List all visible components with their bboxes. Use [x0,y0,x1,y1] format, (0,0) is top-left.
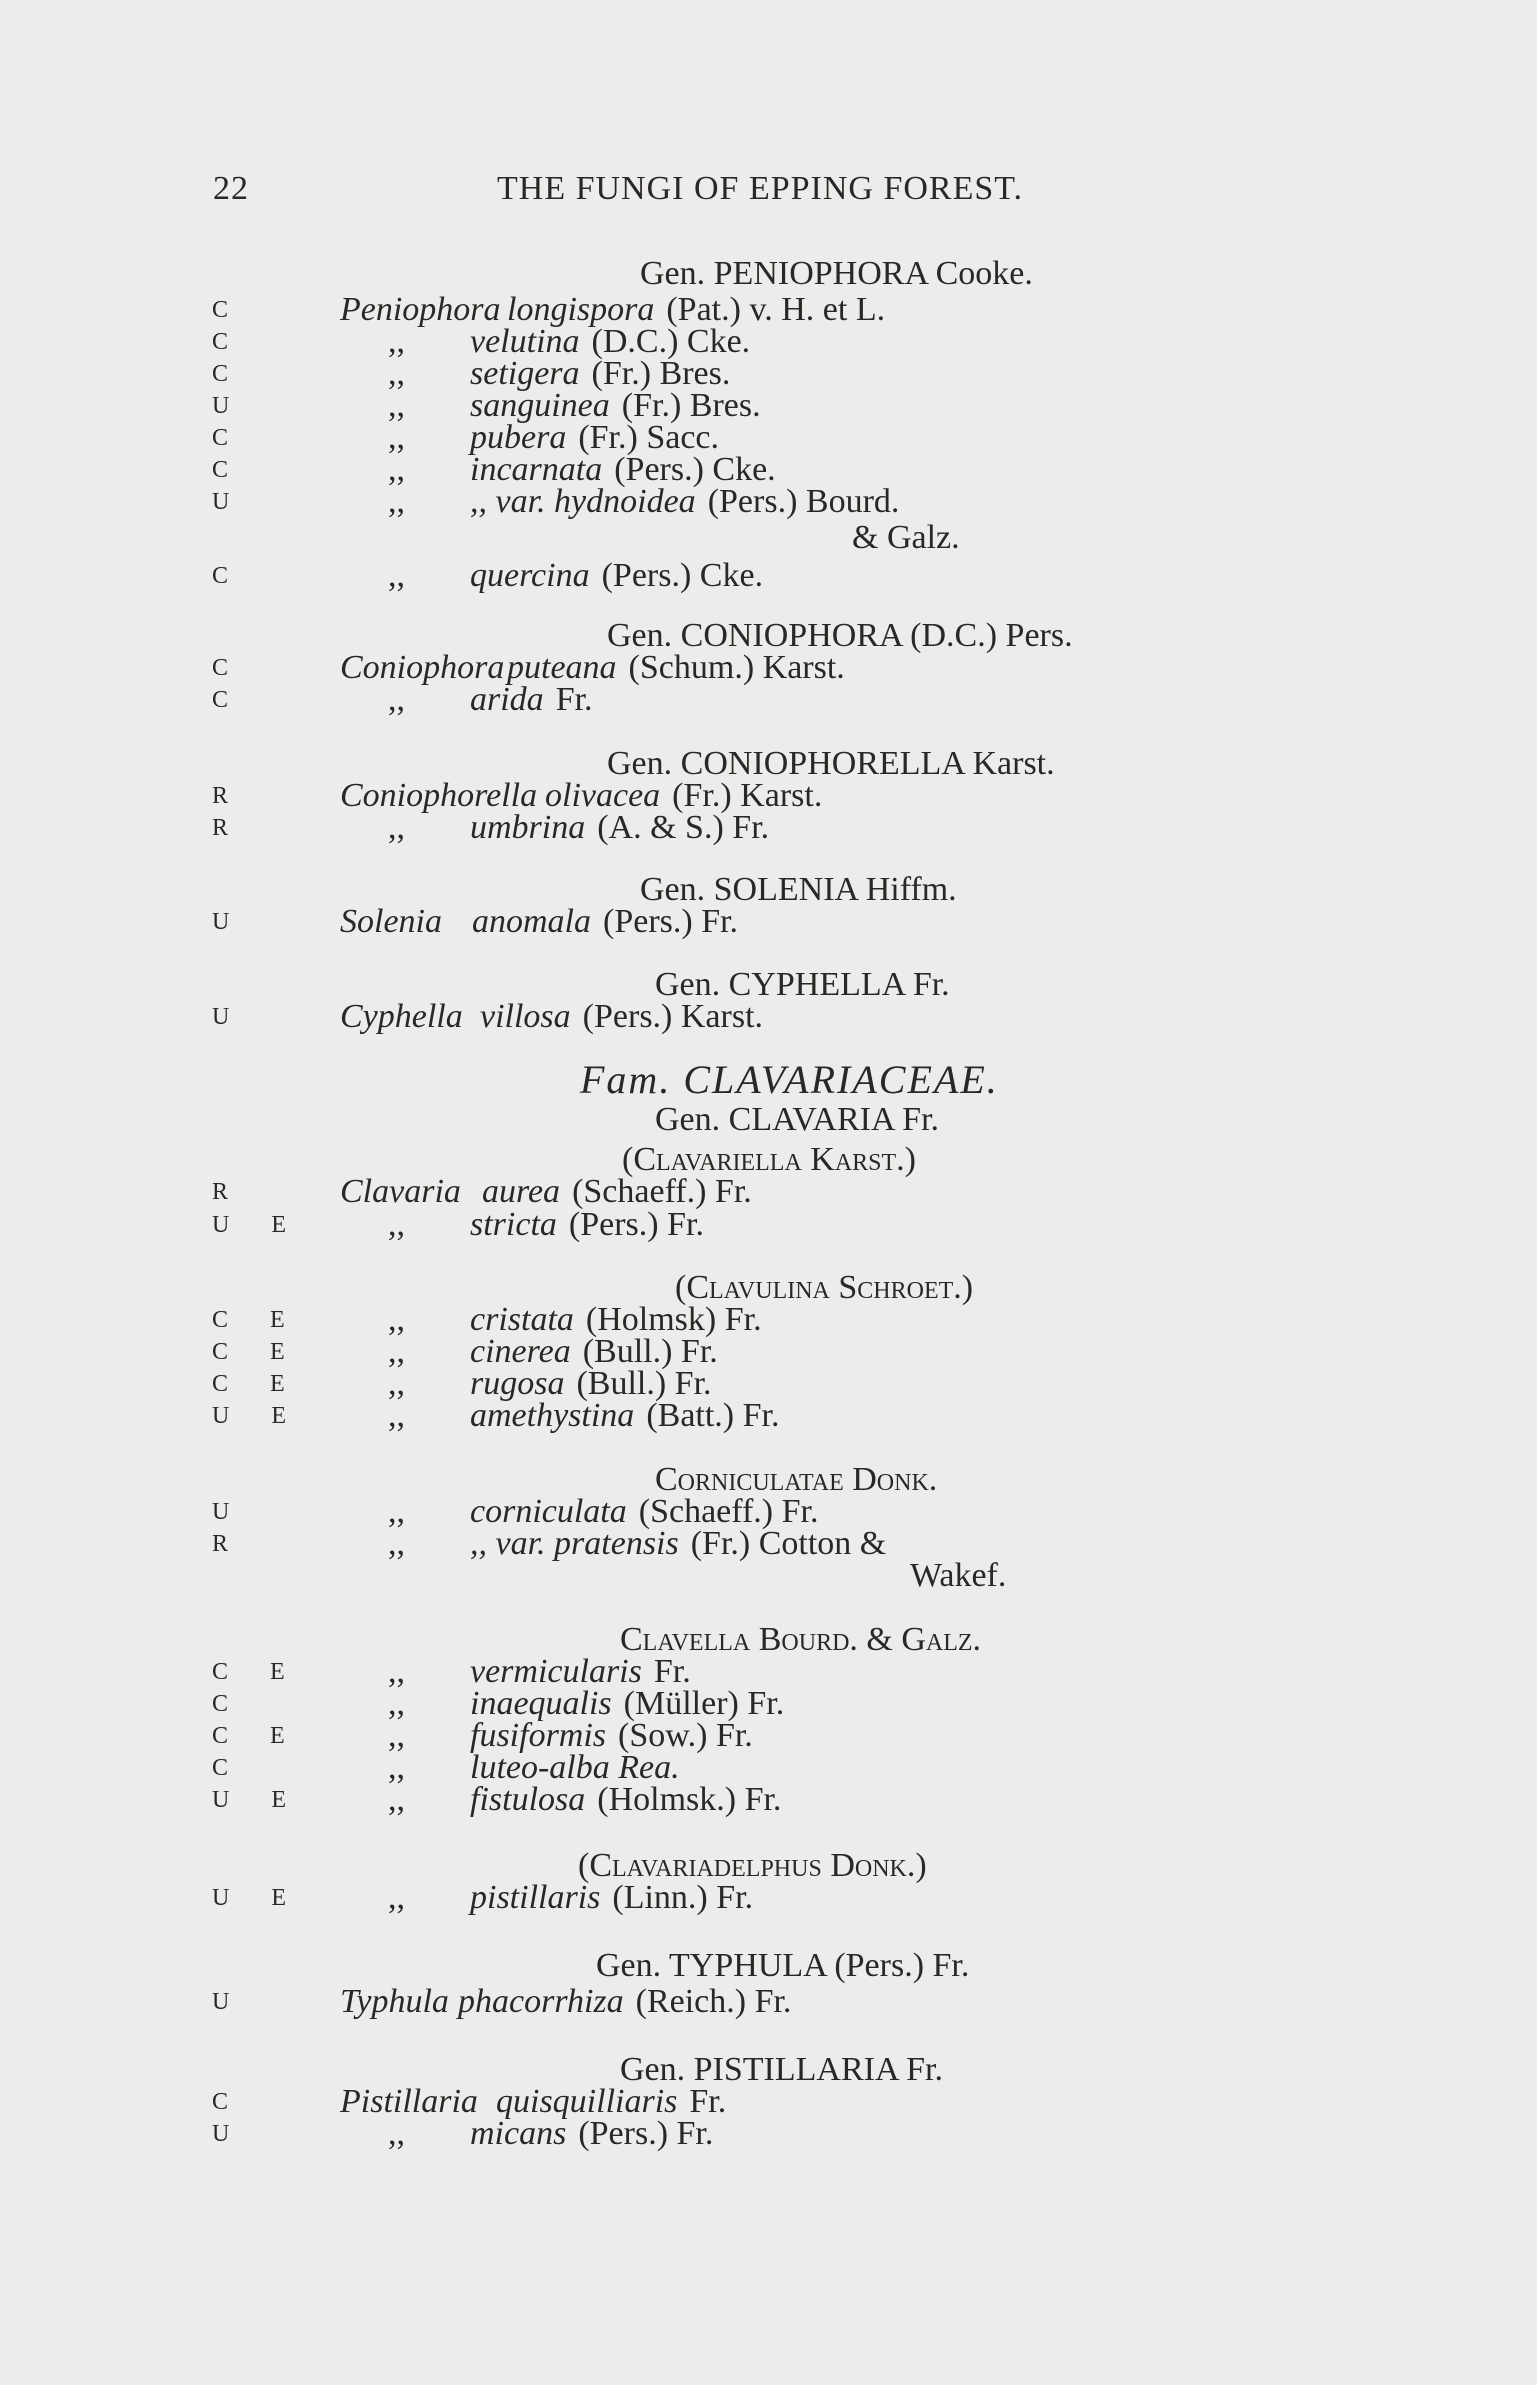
species-epithet: quercina [470,557,590,594]
genus-name: Coniophorella [340,777,538,814]
authority: Fr. [653,1653,691,1690]
occurrence-status: C [212,2089,247,2115]
authority: (Schaeff.) Fr. [638,1493,819,1530]
genus-name: Clavaria [340,1173,461,1210]
species-epithet: ,, var. hydnoidea [470,483,696,520]
occurrence-status: U [212,1499,248,1525]
genus-heading [0,1946,1537,1986]
species-epithet: sanguinea [470,387,610,424]
authority: (Fr.) Cotton & [690,1525,887,1562]
ditto-mark: ,, [388,1781,405,1818]
subgenus-heading-text: (Clavariadelphus Donk.) [578,1847,927,1884]
authority: Fr. [689,2083,727,2120]
occurrence-status: U [212,393,248,419]
occurrence-status: C E [212,1339,303,1365]
authority: (Pers.) Fr. [568,1206,704,1243]
genus-heading [0,1100,1537,1140]
family-heading-text: Fam. CLAVARIACEAE. [580,1057,999,1102]
authority: (Reich.) Fr. [635,1983,792,2020]
occurrence-status: C [212,687,247,713]
species-epithet: rugosa [470,1365,565,1402]
species-epithet: cinerea [470,1333,571,1370]
ditto-mark: ,, [388,387,405,424]
occurrence-status: R [212,1531,247,1557]
ditto-mark: ,, [388,1525,405,1562]
ditto-mark: ,, [388,809,405,846]
species-epithet: arida [470,681,544,718]
authority: (Müller) Fr. [623,1685,785,1722]
ditto-mark: ,, [388,1717,405,1754]
authority: (Fr.) Bres. [591,355,731,392]
genus-heading-text: Gen. PISTILLARIA Fr. [620,2051,943,2088]
authority: (Sow.) Fr. [618,1717,753,1754]
species-epithet: micans [470,2115,567,2152]
ditto-mark: ,, [388,355,405,392]
species-epithet: pubera [470,419,567,456]
authority: (Schum.) Karst. [628,649,845,686]
ditto-mark: ,, [388,1333,405,1370]
ditto-mark: ,, [388,557,405,594]
species-epithet: fusiformis [470,1717,607,1754]
species-row [0,808,1537,848]
occurrence-status: U [212,2121,248,2147]
ditto-mark: ,, [388,451,405,488]
family-heading [0,1057,1537,1102]
species-epithet: velutina [470,323,580,360]
species-epithet: longispora [507,291,655,328]
species-epithet: anomala [472,903,591,940]
occurrence-status: C E [212,1659,303,1685]
page-number: 22 [213,170,249,207]
ditto-mark: ,, [388,1685,405,1722]
subgenus-heading-text: (Clavariella Karst.) [622,1141,917,1178]
authority-continuation: & Galz. [852,519,960,556]
genus-name: Solenia [340,903,442,940]
genus-heading-text: Gen. TYPHULA (Pers.) Fr. [596,1947,970,1984]
running-title: THE FUNGI OF EPPING FOREST. [497,170,1024,207]
occurrence-status: C [212,1755,247,1781]
genus-name: Pistillaria [340,2083,478,2120]
occurrence-status: U E [212,1787,304,1813]
authority: (Pat.) v. H. et L. [666,291,886,328]
occurrence-status: C E [212,1307,303,1333]
authority: (Fr.) Sacc. [578,419,720,456]
occurrence-status: C [212,425,247,451]
species-row [0,1396,1537,1436]
occurrence-status: U [212,489,248,515]
subgenus-heading-text: Corniculatae Donk. [655,1461,938,1498]
species-row [0,2114,1537,2154]
genus-name: Coniophora [340,649,505,686]
occurrence-status: C [212,563,247,589]
authority: (A. & S.) Fr. [597,809,770,846]
ditto-mark: ,, [388,2115,405,2152]
occurrence-status: U [212,909,248,935]
species-epithet: incarnata [470,451,603,488]
authority: (Schaeff.) Fr. [572,1173,752,1210]
species-epithet: stricta [470,1206,557,1243]
subgenus-heading-text: (Clavulina Schroet.) [675,1269,974,1306]
authority: Fr. [555,681,593,718]
authority: (Fr.) Bres. [621,387,761,424]
species-row [0,556,1537,596]
continuation-line [0,1556,1537,1596]
species-epithet: setigera [470,355,580,392]
species-epithet: olivacea [545,777,661,814]
occurrence-status: C [212,1691,247,1717]
ditto-mark: ,, [388,1397,405,1434]
species-epithet: pistillaris [470,1879,601,1916]
genus-name: Cyphella [340,998,463,1035]
occurrence-status: R [212,815,247,841]
occurrence-status: C [212,297,247,323]
species-row [0,482,1537,522]
authority: (Holmsk) Fr. [585,1301,762,1338]
ditto-mark: ,, [388,1879,405,1916]
species-epithet: phacorrhiza [458,1983,624,2020]
genus-name: Typhula [340,1983,449,2020]
ditto-mark: ,, [388,419,405,456]
authority: (Pers.) Karst. [582,998,764,1035]
species-row [0,680,1537,720]
species-epithet: fistulosa [470,1781,586,1818]
species-epithet: villosa [480,998,571,1035]
genus-heading-text: Gen. CONIOPHORELLA Karst. [607,745,1055,782]
genus-heading-text: Gen. CYPHELLA Fr. [655,966,950,1003]
occurrence-status: U E [212,1212,304,1238]
authority: (Pers.) Cke. [614,451,776,488]
authority: (Bull.) Fr. [582,1333,718,1370]
ditto-mark: ,, [388,1365,405,1402]
authority: (Holmsk.) Fr. [597,1781,782,1818]
authority: (Pers.) Bourd. [707,483,900,520]
species-epithet: luteo-alba Rea. [470,1749,680,1786]
genus-heading-text: Gen. CLAVARIA Fr. [655,1101,940,1138]
occurrence-status: U E [212,1885,304,1911]
species-epithet: aurea [482,1173,561,1210]
species-epithet: ,, var. pratensis [470,1525,679,1562]
species-epithet: quisquilliaris [496,2083,678,2120]
occurrence-status: C E [212,1371,303,1397]
authority: (Pers.) Fr. [603,903,739,940]
ditto-mark: ,, [388,1301,405,1338]
species-row [0,1878,1537,1918]
genus-heading [0,254,1537,294]
ditto-mark: ,, [388,1653,405,1690]
species-row [0,1205,1537,1245]
genus-name: Peniophora [340,291,501,328]
species-row [0,997,1537,1037]
genus-heading-text: Gen. CONIOPHORA (D.C.) Pers. [607,617,1073,654]
species-epithet: cristata [470,1301,574,1338]
occurrence-status: U E [212,1403,304,1429]
authority: (Batt.) Fr. [646,1397,780,1434]
species-row [0,902,1537,942]
species-epithet: inaequalis [470,1685,612,1722]
ditto-mark: ,, [388,1493,405,1530]
authority: (Fr.) Karst. [672,777,823,814]
subgenus-heading-text: Clavella Bourd. & Galz. [620,1621,982,1658]
authority-continuation: Wakef. [910,1557,1007,1594]
occurrence-status: U [212,1004,248,1030]
genus-heading-text: Gen. PENIOPHORA Cooke. [640,255,1033,292]
occurrence-status: R [212,1179,247,1205]
occurrence-status: C [212,457,247,483]
authority: (Linn.) Fr. [612,1879,754,1916]
species-row [0,1982,1537,2022]
species-epithet: vermicularis [470,1653,642,1690]
ditto-mark: ,, [388,323,405,360]
occurrence-status: C [212,329,247,355]
occurrence-status: C [212,655,247,681]
occurrence-status: C E [212,1723,303,1749]
occurrence-status: U [212,1989,248,2015]
authority: (D.C.) Cke. [591,323,751,360]
authority: (Pers.) Fr. [578,2115,714,2152]
species-epithet: puteana [507,649,617,686]
continuation-line [0,518,1537,558]
species-row [0,1780,1537,1820]
ditto-mark: ,, [388,483,405,520]
species-epithet: corniculata [470,1493,627,1530]
ditto-mark: ,, [388,1749,405,1786]
genus-heading-text: Gen. SOLENIA Hiffm. [640,871,957,908]
authority: (Bull.) Fr. [576,1365,712,1402]
occurrence-status: R [212,783,247,809]
species-epithet: umbrina [470,809,586,846]
occurrence-status: C [212,361,247,387]
ditto-mark: ,, [388,1206,405,1243]
authority: (Pers.) Cke. [601,557,764,594]
ditto-mark: ,, [388,681,405,718]
species-epithet: amethystina [470,1397,635,1434]
